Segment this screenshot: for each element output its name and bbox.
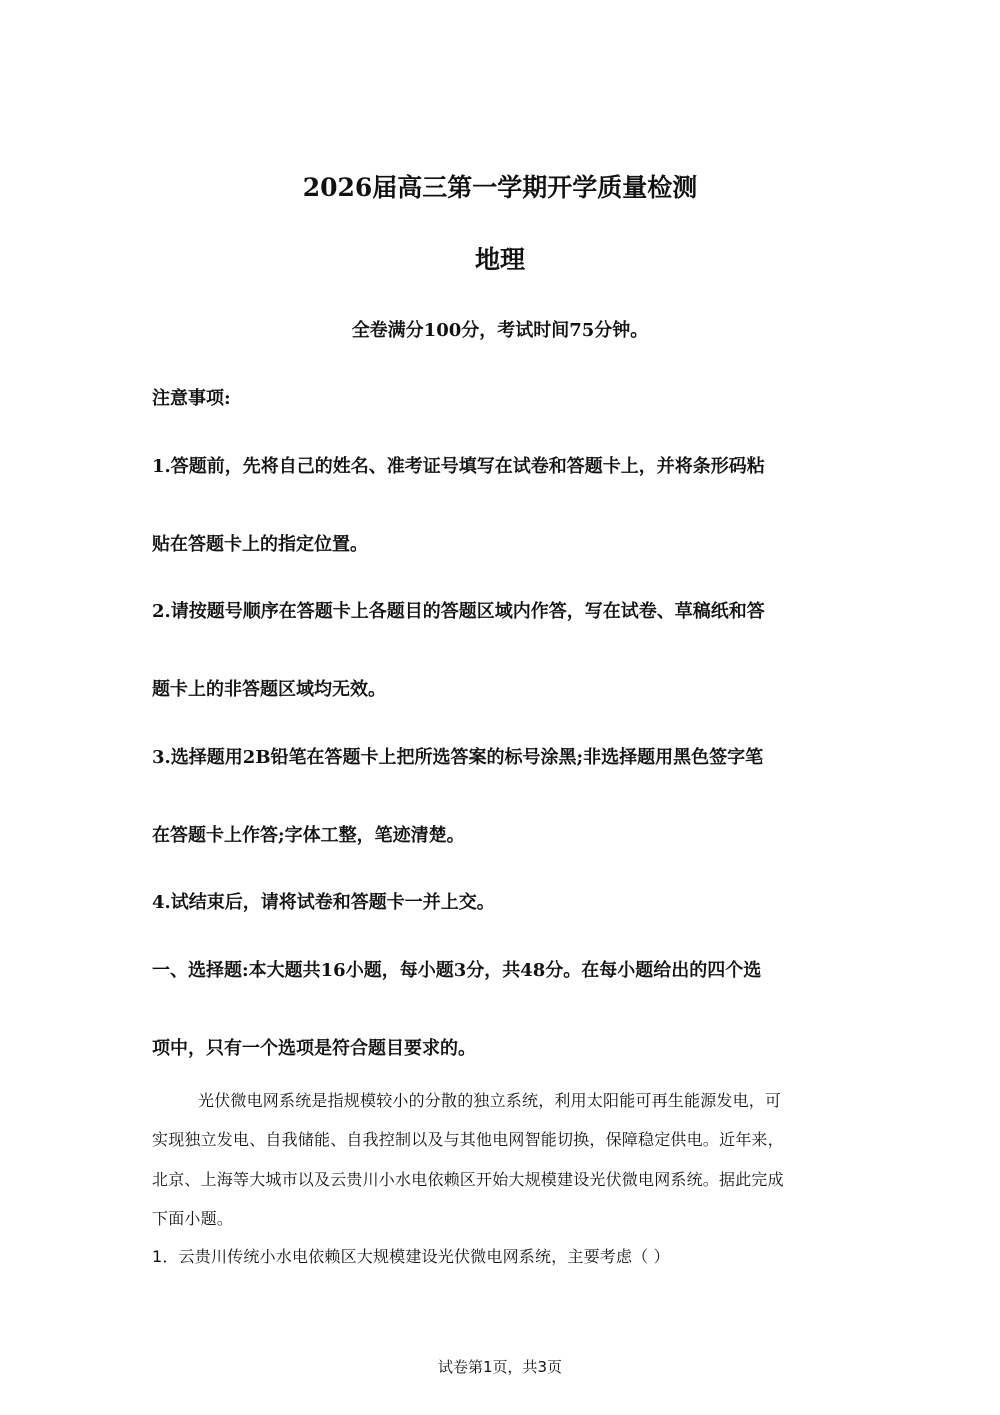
notice-line: 贴在答题卡上的指定位置。 xyxy=(152,534,368,555)
notice-heading: 注意事项: xyxy=(152,388,231,409)
passage-line: 实现独立发电、自我储能、自我控制以及与其他电网智能切换，保障稳定供电。近年来， xyxy=(152,1130,784,1149)
exam-title: 2026届高三第一学期开学质量检测 xyxy=(302,173,698,202)
exam-info: 全卷满分100分，考试时间75分钟。 xyxy=(351,320,649,341)
subject-title: 地理 xyxy=(474,245,525,274)
section-heading-line: 项中，只有一个选项是符合题目要求的。 xyxy=(152,1038,476,1059)
notice-line: 题卡上的非答题区域均无效。 xyxy=(152,679,386,700)
notice-line: 2.请按题号顺序在答题卡上各题目的答题区域内作答，写在试卷、草稿纸和答 xyxy=(152,601,765,622)
section-heading-line: 一、选择题:本大题共16小题，每小题3分，共48分。在每小题给出的四个选 xyxy=(152,960,762,981)
notice-line: 1.答题前，先将自己的姓名、准考证号填写在试卷和答题卡上，并将条形码粘 xyxy=(152,456,765,477)
passage-line: 光伏微电网系统是指规模较小的分散的独立系统，利用太阳能可再生能源发电，可 xyxy=(198,1091,782,1110)
question-1: 1．云贵川传统小水电依赖区大规模建设光伏微电网系统，主要考虑（ ） xyxy=(152,1247,670,1266)
passage-line: 北京、上海等大城市以及云贵川小水电依赖区开始大规模建设光伏微电网系统。据此完成 xyxy=(152,1170,784,1189)
notice-line: 4.试结束后，请将试卷和答题卡一并上交。 xyxy=(152,892,495,913)
notice-line: 3.选择题用2B铅笔在答题卡上把所选答案的标号涂黑;非选择题用黑色签字笔 xyxy=(152,747,764,768)
notice-line: 在答题卡上作答;字体工整，笔迹清楚。 xyxy=(152,825,465,846)
passage-line: 下面小题。 xyxy=(152,1209,234,1228)
page-footer: 试卷第1页，共3页 xyxy=(437,1358,563,1376)
